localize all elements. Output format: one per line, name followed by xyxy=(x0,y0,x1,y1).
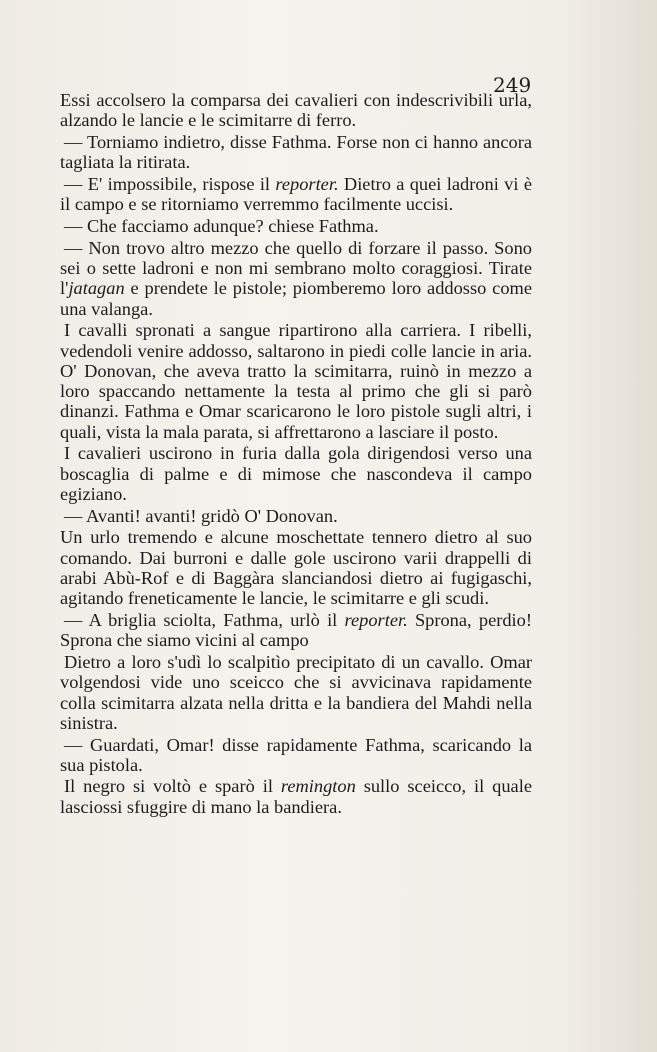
paragraph-12 xyxy=(60,735,532,776)
paragraph-text-before: — Non trovo altro mezzo che quello di forzare il passo. Sono sei o sette ladroni e non mi sembrano molto coraggiosi. Tirate l' xyxy=(60,237,532,299)
paragraph-text-before: Il negro si voltò e sparò il xyxy=(64,776,281,797)
paragraph-text-before: — A briglia sciolta, Fathma, urlò il xyxy=(64,609,345,630)
paragraph-text: I cavalieri uscirono in furia dalla gola dirigendosi verso una boscaglia di palme e di mimose che nascondeva il campo egiziano. xyxy=(60,443,532,504)
paragraph-text-before: — E' impossibile, rispose il xyxy=(64,173,276,194)
paragraph-text-after: Dietro a quei ladroni vi è il campo e se ritorniamo verremmo facilmente uccisi. xyxy=(60,173,532,215)
paragraph-4 xyxy=(60,216,532,236)
paragraph-6 xyxy=(60,320,532,442)
italic-term: reporter. xyxy=(344,609,408,630)
paragraph-5 xyxy=(60,238,532,319)
paragraph-text: — Che facciamo adunque? chiese Fathma. xyxy=(64,215,379,236)
paragraph-text: — Guardati, Omar! disse rapidamente Fathma, scaricando la sua pistola. xyxy=(60,734,532,775)
paragraph-text: Dietro a loro s'udì lo scalpitìo precipitato di un cavallo. Omar volgendosi vide uno sceicco che si avvicinava rapidamente colla scimitarra alzata nella dritta e la bandiera del Mahdi nella sinistra. xyxy=(60,651,532,733)
italic-term: remington xyxy=(280,776,356,797)
paragraph-8 xyxy=(60,506,532,526)
paragraph-text: Essi accolsero la comparsa dei cavalieri con indescrivibili urla, alzando le lancie e le scimitarre di ferro. xyxy=(60,90,532,131)
paragraph-7 xyxy=(60,443,532,504)
paragraph-10 xyxy=(60,610,532,651)
paragraph-13 xyxy=(60,776,532,817)
paragraph-text-after: sullo sceicco, il quale lasciossi sfuggire di mano la bandiera. xyxy=(60,776,532,817)
paragraph-text: — Avanti! avanti! gridò O' Donovan. xyxy=(64,505,338,526)
paragraph-11 xyxy=(60,652,532,733)
page-number: 249 xyxy=(493,73,532,97)
paragraph-text: — Torniamo indietro, disse Fathma. Forse non ci hanno ancora tagliata la ritirata. xyxy=(60,131,532,173)
paragraph-text: I cavalli spronati a sangue ripartirono alla carriera. I ribelli, vedendoli venire addosso, saltarono in piedi colle lancie in aria. O' Donovan, che aveva tratto la scimitarra, ruinò in mezzo a loro spaccando nettamente la testa al primo che gli si parò dinanzi. Fathma e Omar scaricarono le loro pistole sugli altri, i quali, vista la mala parata, si affrettarono a lasciare il posto. xyxy=(60,320,532,442)
body-text xyxy=(60,90,532,817)
paragraph-text: Un urlo tremendo e alcune moschettate tennero dietro al suo comando. Dai burroni e dalle gole uscirono varii drappelli di arabi Abù-Rof e di Baggàra slanciandosi dietro ai fugigaschi, agitando freneticamente le lancie, le scimitarre e gli scudi. xyxy=(60,527,532,609)
paragraph-text-after: e prendete le pistole; piomberemo loro addosso come una valanga. xyxy=(60,278,532,319)
paragraph-text-after: Sprona, perdio! Sprona che siamo vicini al campo xyxy=(60,609,532,651)
paragraph-9 xyxy=(60,527,532,608)
italic-term: jatagan xyxy=(68,278,125,299)
italic-term: reporter. xyxy=(275,173,339,194)
paragraph-1 xyxy=(60,90,532,131)
paragraph-2 xyxy=(60,132,532,173)
paragraph-3 xyxy=(60,174,532,215)
